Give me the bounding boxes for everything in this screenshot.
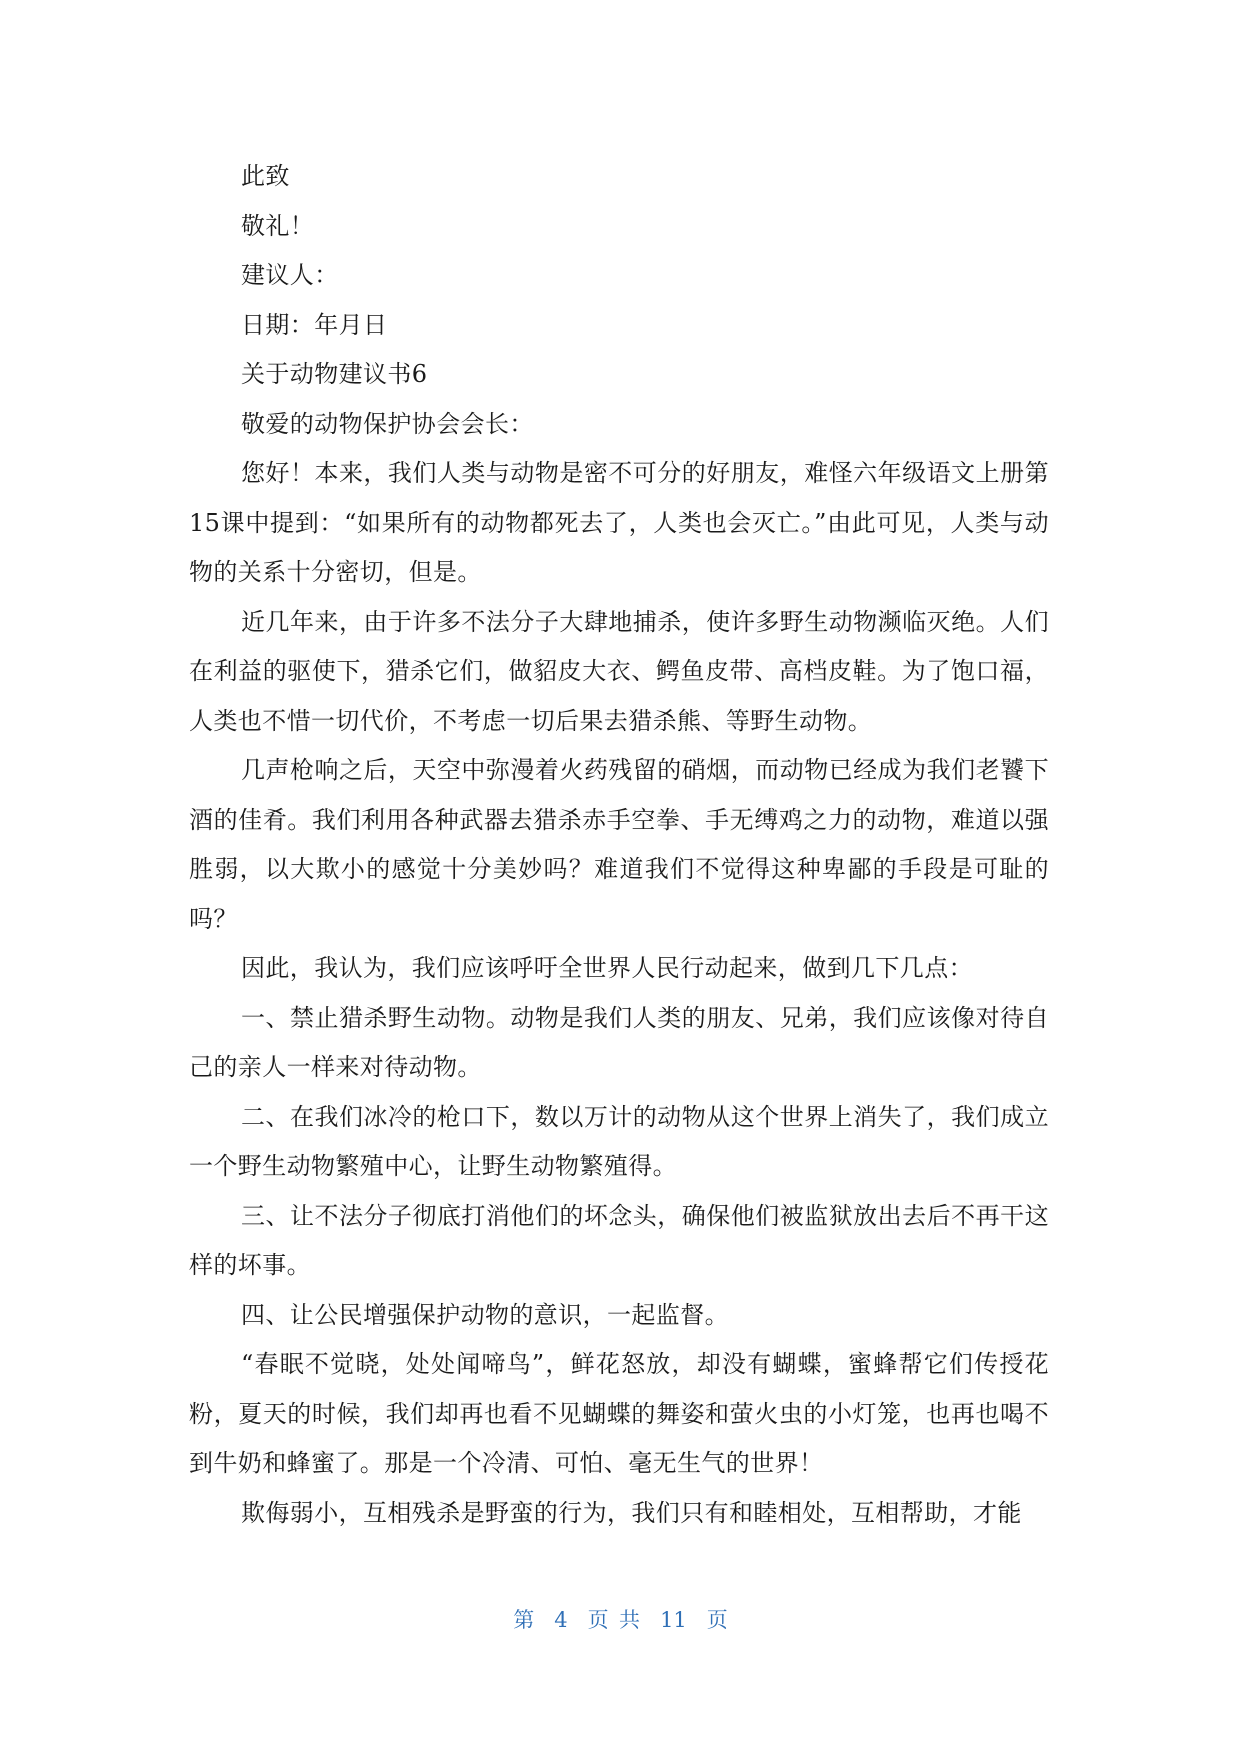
footer-label-ye: 页 [706, 1608, 728, 1632]
body-paragraph: 几声枪响之后，天空中弥漫着火药残留的硝烟，而动物已经成为我们老饕下酒的佳肴。我们利用各种武器去猎杀赤手空拳、手无缚鸡之力的动物，难道以强胜弱，以大欺小的感觉十分美妙吗？难道我们不觉得这种卑鄙的手段是可耻的吗？ [189, 756, 1049, 933]
footer-current-page: 4 [554, 1608, 568, 1632]
list-item: 二、在我们冰冷的枪口下，数以万计的动物从这个世界上消失了，我们成立一个野生动物繁殖中心，让野生动物繁殖得。 [189, 1102, 1049, 1180]
body-paragraph: “春眠不觉晓，处处闻啼鸟”，鲜花怒放，却没有蝴蝶，蜜蜂帮它们传授花粉，夏天的时候，我们却再也看不见蝴蝶的舞姿和萤火虫的小灯笼，也再也喝不到牛奶和蜂蜜了。那是一个冷清、可怕、毫无生气的世界！ [189, 1350, 1049, 1477]
greeting-line: 敬爱的动物保护协会会长： [241, 409, 534, 438]
footer-total-pages: 11 [660, 1608, 687, 1632]
date-line: 日期：年月日 [241, 310, 388, 339]
list-item: 四、让公民增强保护动物的意识，一起监督。 [241, 1300, 729, 1329]
document-body [189, 152, 1049, 1538]
body-paragraph: 您好！本来，我们人类与动物是密不可分的好朋友，难怪六年级语文上册第15课中提到：“如果所有的动物都死去了，人类也会灭亡。”由此可见，人类与动物的关系十分密切，但是。 [189, 459, 1049, 586]
page-footer [0, 1604, 1241, 1634]
proposer-line: 建议人： [241, 261, 339, 289]
footer-label-di: 第 [513, 1608, 535, 1632]
footer-label-ye-gong: 页 共 [587, 1608, 641, 1632]
body-paragraph: 欺侮弱小，互相残杀是野蛮的行为，我们只有和睦相处，互相帮助，才能 [241, 1498, 1022, 1527]
body-paragraph: 近几年来，由于许多不法分子大肆地捕杀，使许多野生动物濒临灭绝。人们在利益的驱使下，猎杀它们，做貂皮大衣、鳄鱼皮带、高档皮鞋。为了饱口福，人类也不惜一切代价，不考虑一切后果去猎杀熊、等野生动物。 [189, 607, 1049, 735]
salute-line: 敬礼！ [241, 211, 315, 240]
list-item: 一、禁止猎杀野生动物。动物是我们人类的朋友、兄弟，我们应该像对待自己的亲人一样来对待动物。 [189, 1003, 1049, 1081]
closing-line: 此致 [241, 162, 290, 190]
section-title: 关于动物建议书6 [241, 360, 428, 388]
list-item: 三、让不法分子彻底打消他们的坏念头，确保他们被监狱放出去后不再干这样的坏事。 [189, 1201, 1049, 1279]
body-paragraph: 因此，我认为，我们应该呼吁全世界人民行动起来，做到几下几点： [241, 954, 973, 982]
